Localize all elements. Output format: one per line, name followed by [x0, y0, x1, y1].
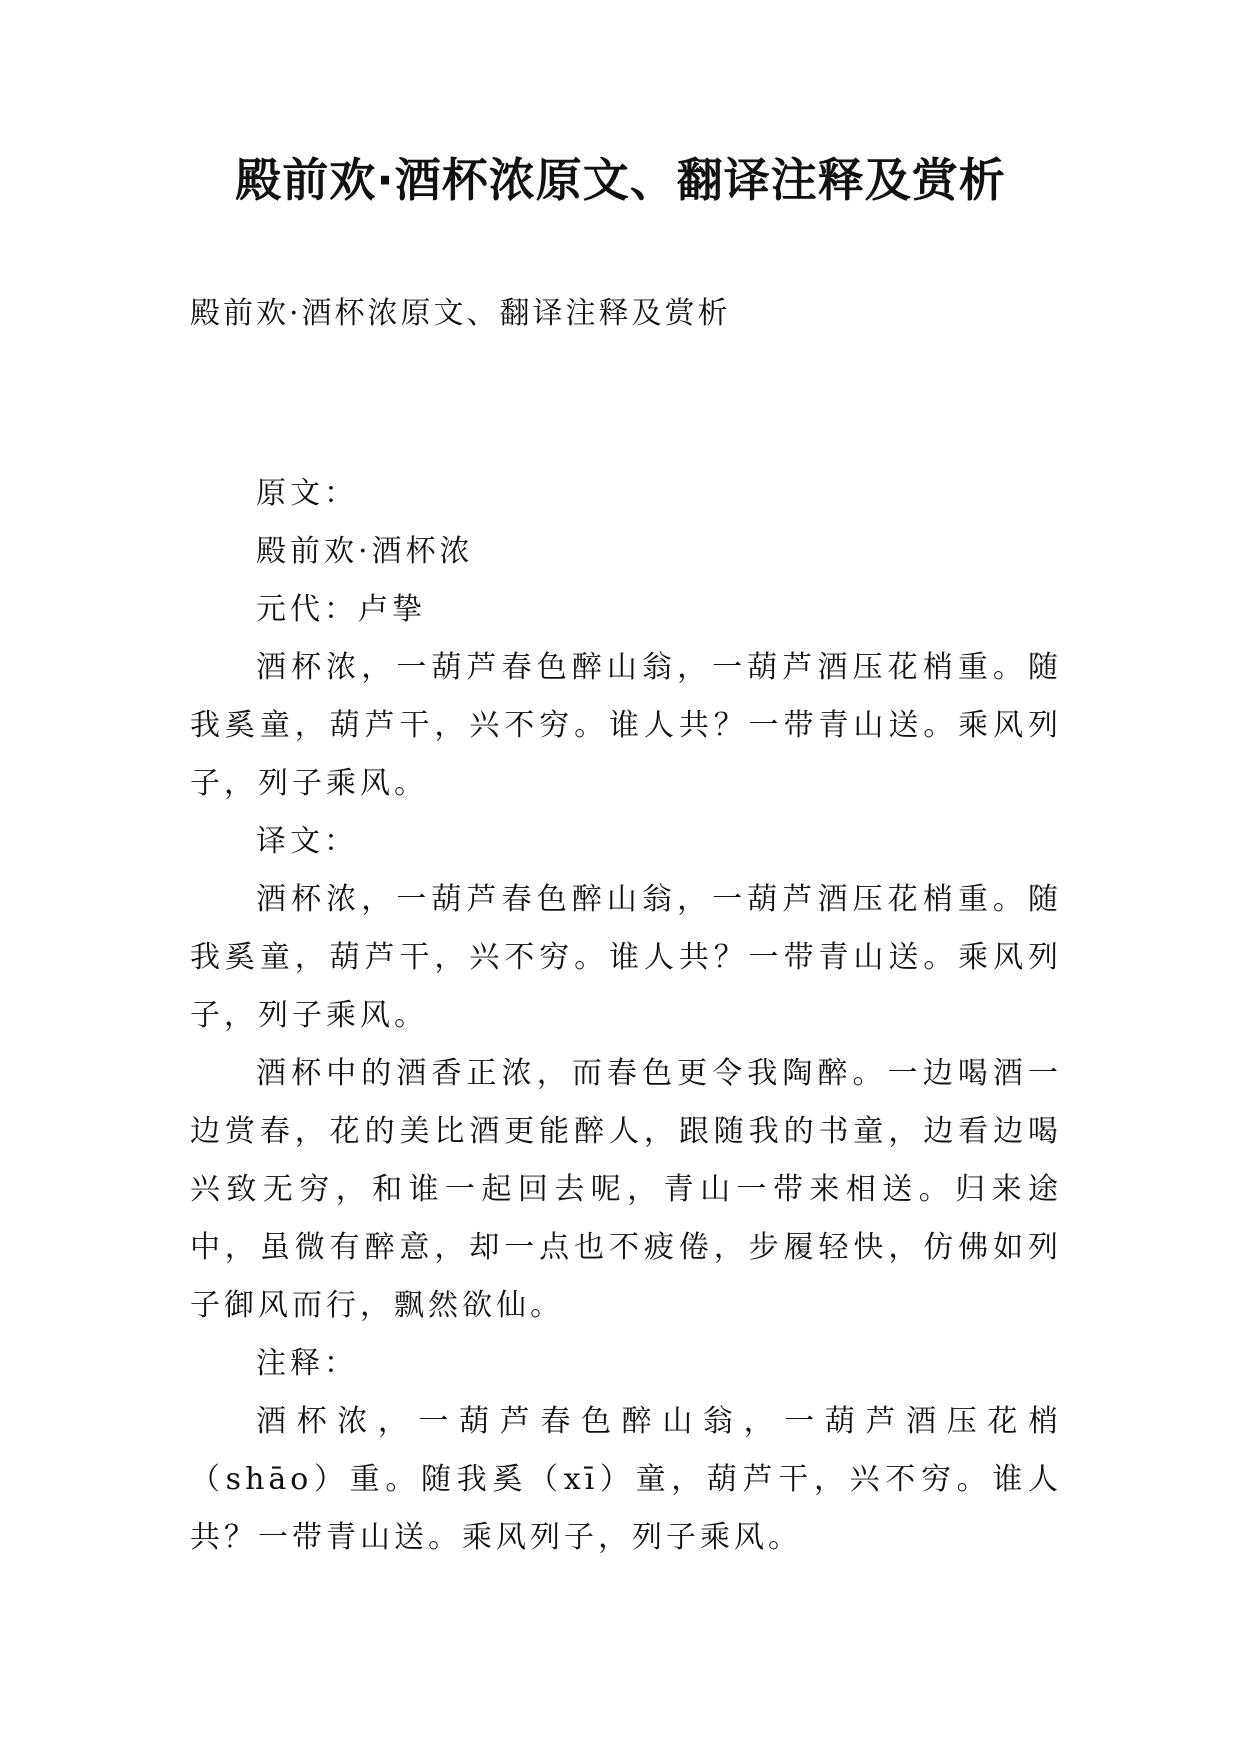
section-heading-translation: 译文： — [256, 824, 358, 859]
notes-text: 酒杯浓，一葫芦春色醉山翁，一葫芦酒压花梢（shāo）重。随我奚（xī）童，葫芦干，兴不穷。谁人共？一带青山送。乘风列子，列子乘风。 — [190, 1404, 1062, 1555]
section-heading-original: 原文： — [256, 476, 358, 511]
document-subtitle: 殿前欢·酒杯浓原文、翻译注释及赏析 — [190, 296, 731, 331]
document-title: 殿前欢·酒杯浓原文、翻译注释及赏析 — [235, 153, 1006, 207]
poem-title: 殿前欢·酒杯浓 — [256, 534, 474, 569]
translation-text: 酒杯中的酒香正浓，而春色更令我陶醉。一边喝酒一边赏春，花的美比酒更能醉人，跟随我的书童，边看边喝兴致无穷，和谁一起回去呢，青山一带来相送。归来途中，虽微有醉意，却一点也不疲倦，步履轻快，仿佛如列子御风而行，飘然欲仙。 — [190, 1056, 1062, 1323]
poem-text: 酒杯浓，一葫芦春色醉山翁，一葫芦酒压花梢重。随我奚童，葫芦干，兴不穷。谁人共？一带青山送。乘风列子，列子乘风。 — [190, 650, 1062, 801]
section-heading-notes: 注释： — [256, 1346, 358, 1381]
poem-author: 元代：卢挚 — [256, 592, 426, 627]
translation-original-text: 酒杯浓，一葫芦春色醉山翁，一葫芦酒压花梢重。随我奚童，葫芦干，兴不穷。谁人共？一带青山送。乘风列子，列子乘风。 — [190, 882, 1062, 1033]
document-body — [190, 465, 1062, 1567]
